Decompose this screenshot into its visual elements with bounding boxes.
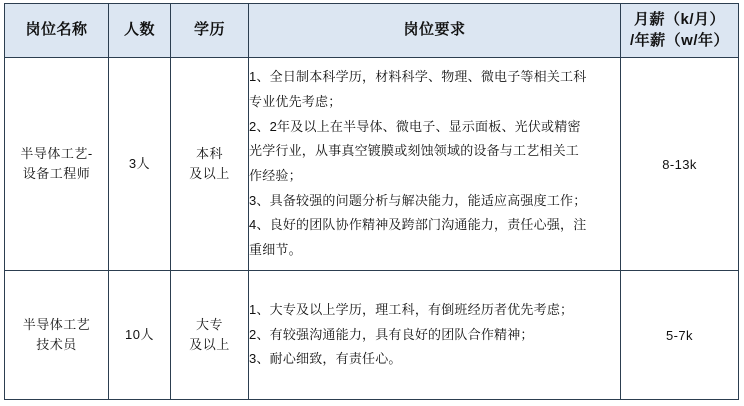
requirement-line: 2、有较强沟通能力，具有良好的团队合作精神；: [249, 326, 534, 342]
column-header-requirements-line-1: 岗位要求: [403, 21, 466, 39]
column-header-salary-line-1: 月薪（k/月）: [633, 11, 725, 29]
requirement-line: 作经验；: [249, 168, 302, 183]
job-listing-sheet: [0, 3, 744, 406]
requirements-cell: [249, 271, 621, 400]
headcount-cell: 3人: [109, 58, 171, 271]
column-header-job-name: [5, 4, 109, 58]
education-line-1: 本科: [195, 145, 223, 161]
requirement-line: 1、大专及以上学历，理工科，有倒班经历者优先考虑；: [249, 301, 574, 317]
table-row: [5, 58, 739, 271]
requirement-line: 4、良好的团队协作精神及跨部门沟通能力，责任心强，注: [249, 217, 587, 233]
requirement-line: 3、具备较强的问题分析与解决能力，能适应高强度工作；: [249, 192, 587, 208]
column-header-headcount-line-1: 人数: [123, 21, 155, 39]
column-header-salary: [621, 4, 739, 58]
requirement-line: 重细节。: [249, 242, 302, 258]
job-name-line-2: 技术员: [36, 337, 77, 352]
column-header-education-line-1: 学历: [193, 21, 225, 39]
job-name-line-2: 设备工程师: [22, 166, 91, 181]
salary-cell: 8-13k: [621, 58, 739, 271]
requirement-line: 光学行业，从事真空镀膜或刻蚀领域的设备与工艺相关工: [249, 143, 580, 159]
salary-cell: 5-7k: [621, 271, 739, 400]
education-line-1: 大专: [195, 316, 223, 332]
requirements-cell: [249, 58, 621, 271]
job-name-cell: [5, 58, 109, 271]
education-cell: [171, 271, 249, 400]
job-name-line-1: 半导体工艺-: [20, 145, 93, 161]
table-row: [5, 271, 739, 400]
column-header-salary-line-2: /年薪（w/年）: [629, 31, 729, 49]
table-body: [5, 58, 739, 400]
column-header-requirements: [249, 4, 621, 58]
requirement-line: 2、2年及以上在半导体、微电子、显示面板、光伏或精密: [249, 118, 581, 134]
column-header-headcount: [109, 4, 171, 58]
education-line-2: 及以上: [189, 337, 230, 352]
education-line-2: 及以上: [189, 166, 230, 181]
education-cell: [171, 58, 249, 271]
requirement-line: 3、耐心细致，有责任心。: [249, 351, 402, 367]
table-header: [5, 4, 739, 58]
job-name-line-1: 半导体工艺: [22, 316, 91, 332]
requirement-line: 1、全日制本科学历，材料科学、物理、微电子等相关工科: [249, 69, 587, 85]
table-header-row: [5, 4, 739, 58]
job-name-cell: [5, 271, 109, 400]
column-header-education: [171, 4, 249, 58]
headcount-cell: 10人: [109, 271, 171, 400]
job-requirements-table: [4, 3, 739, 400]
column-header-job-name-line-1: 岗位名称: [25, 21, 88, 39]
requirement-line: 专业优先考虑；: [249, 93, 342, 109]
